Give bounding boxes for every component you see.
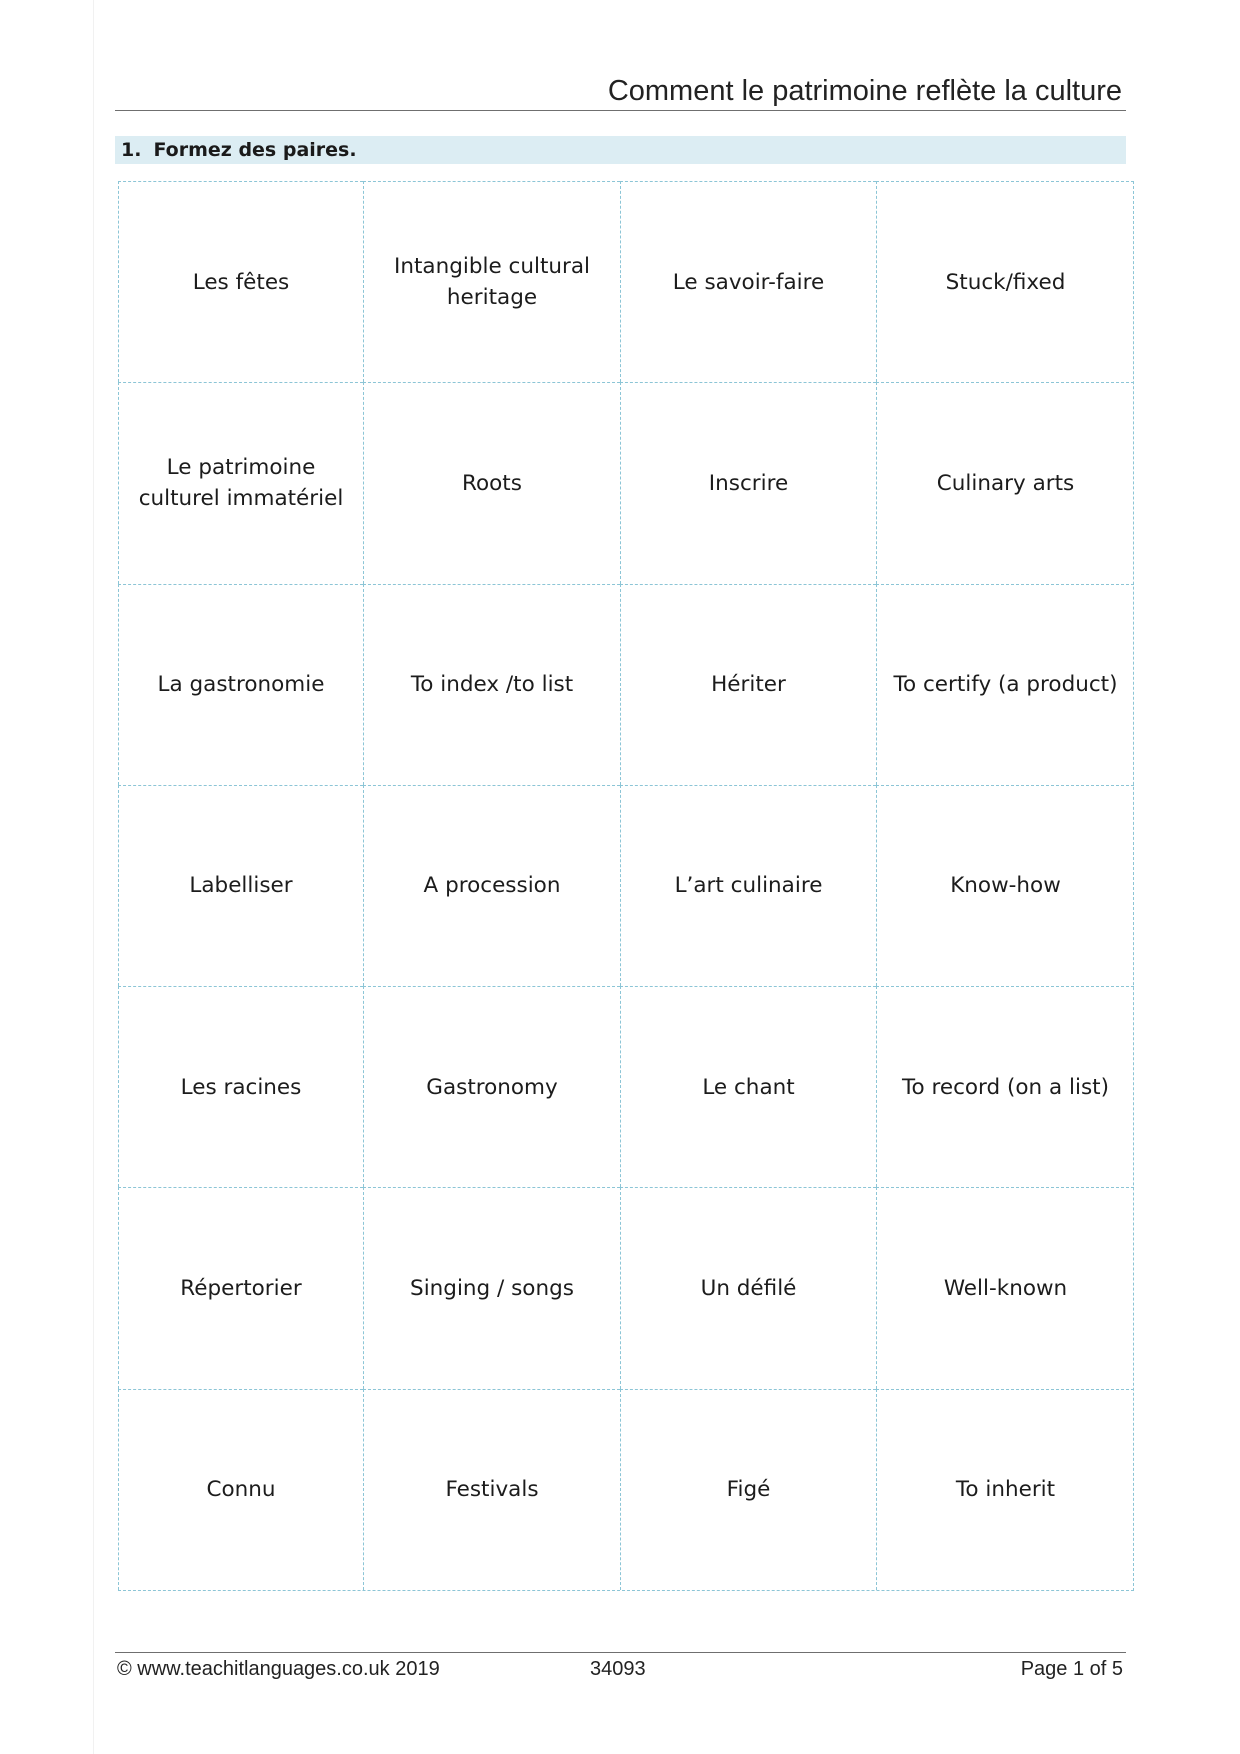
card-text: Know-how <box>950 873 1061 899</box>
card <box>363 1187 620 1388</box>
instruction-bar <box>115 136 1126 164</box>
footer-copyright: © www.teachitlanguages.co.uk 2019 <box>117 1658 440 1680</box>
instruction-number: 1. <box>121 139 142 161</box>
card <box>620 986 876 1187</box>
page-edge <box>93 0 94 1754</box>
instruction-text: Formez des paires. <box>153 139 357 161</box>
card <box>876 382 1134 583</box>
card-text: To inherit <box>955 1477 1056 1503</box>
footer-page-number: Page 1 of 5 <box>1020 1658 1123 1680</box>
page-header <box>115 66 1126 111</box>
card-text: Culinary arts <box>936 470 1075 496</box>
card <box>118 584 363 785</box>
card-text: Répertorier <box>180 1276 302 1302</box>
card-text: Roots <box>462 470 522 496</box>
card-text: Connu <box>206 1477 276 1503</box>
card <box>118 181 363 382</box>
card <box>876 785 1134 986</box>
card-text: Le patrimoine culturel immatériel <box>138 455 344 512</box>
card <box>363 181 620 382</box>
card-text: Stuck/fixed <box>945 269 1066 295</box>
card <box>363 986 620 1187</box>
card <box>620 1187 876 1388</box>
card-text: Intangible cultural heritage <box>394 254 590 311</box>
card-grid <box>118 181 1134 1591</box>
instruction <box>121 137 357 163</box>
page-footer <box>115 1652 1126 1689</box>
card-text: L’art culinaire <box>674 873 823 899</box>
card-text: Les fêtes <box>192 269 290 295</box>
card <box>620 785 876 986</box>
card-text: Hériter <box>711 672 786 698</box>
card <box>876 1187 1134 1388</box>
card <box>620 584 876 785</box>
card <box>876 584 1134 785</box>
card <box>363 1389 620 1590</box>
card-text: Le chant <box>702 1074 795 1100</box>
card-text: To certify (a product) <box>893 672 1118 698</box>
card <box>118 1389 363 1590</box>
card <box>118 382 363 583</box>
footer-resource-code: 34093 <box>590 1658 646 1680</box>
card-text: To index /to list <box>410 672 574 698</box>
card <box>118 986 363 1187</box>
card <box>363 584 620 785</box>
card <box>876 1389 1134 1590</box>
card-text: To record (on a list) <box>902 1074 1109 1100</box>
card <box>620 382 876 583</box>
card-text: Figé <box>726 1477 771 1503</box>
card-text: Singing / songs <box>410 1276 574 1302</box>
card-text: Les racines <box>180 1074 302 1100</box>
card <box>620 1389 876 1590</box>
card-text: La gastronomie <box>157 672 325 698</box>
card-text: Un défilé <box>700 1276 797 1302</box>
card <box>118 785 363 986</box>
card-text: Gastronomy <box>426 1074 558 1100</box>
card-text: Well-known <box>943 1276 1068 1302</box>
card-text: A procession <box>423 873 561 899</box>
card <box>876 986 1134 1187</box>
card-text: Inscrire <box>708 470 789 496</box>
card <box>876 181 1134 382</box>
card-text: Labelliser <box>189 873 293 899</box>
card <box>363 785 620 986</box>
card <box>363 382 620 583</box>
card-text: Le savoir-faire <box>672 269 825 295</box>
page-title: Comment le patrimoine reflète la culture <box>607 75 1122 107</box>
card <box>620 181 876 382</box>
card <box>118 1187 363 1388</box>
card-text: Festivals <box>445 1477 539 1503</box>
